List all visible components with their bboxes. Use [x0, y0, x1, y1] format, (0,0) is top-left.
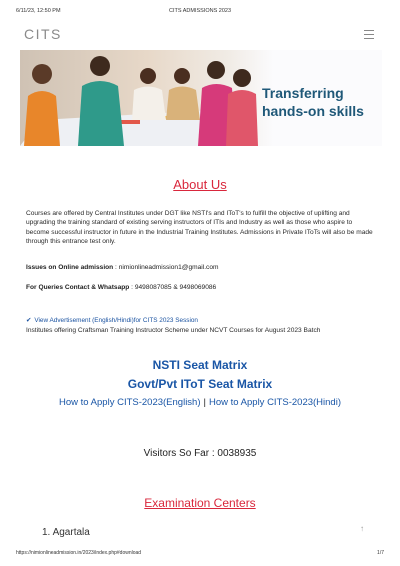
print-page-number: 1/7 [377, 550, 384, 556]
banner-tagline-line1: Transferring [262, 85, 344, 101]
nsti-seat-matrix-link[interactable]: NSTI Seat Matrix [152, 358, 248, 372]
exam-center-item: 1. Agartala [42, 527, 90, 538]
hero-banner [20, 50, 382, 146]
how-to-apply-hindi-link[interactable]: How to Apply CITS-2023(Hindi) [208, 397, 341, 408]
print-page-title: CITS ADMISSIONS 2023 [168, 8, 232, 14]
banner-tagline-line2: hands-on skills [262, 103, 364, 119]
print-footer [0, 550, 400, 560]
print-datetime: 6/11/23, 12:50 PM [16, 8, 61, 14]
how-to-apply-english-link[interactable]: How to Apply CITS-2023(English) [59, 397, 201, 408]
queries-label: For Queries Contact & Whatsapp [26, 284, 130, 291]
about-us-heading: About Us [173, 177, 227, 192]
hamburger-menu-icon[interactable] [364, 30, 374, 39]
banner-tagline [262, 84, 380, 120]
print-header [0, 8, 400, 18]
navbar [24, 24, 376, 46]
check-icon: ✔ [26, 317, 32, 324]
issues-email: : nimionlineadmission1@gmail.com [113, 264, 219, 271]
issues-contact [26, 264, 219, 271]
how-to-apply-links [0, 397, 400, 408]
brand-logo[interactable]: CITS [24, 26, 62, 42]
advertisement-description: Institutes offering Craftsman Training Instructor Scheme under NCVT Courses for August 2023 Batch [26, 327, 321, 334]
print-url: https://nimionlineadmission.in/2023/index.php#download [16, 550, 142, 556]
issues-label: Issues on Online admission [26, 264, 114, 271]
queries-phone: : 9498087085 & 9498069086 [129, 284, 217, 291]
about-us-text: Courses are offered by Central Institutes under DGT like NSTI's and IToT's to fulfill the objective of uplifting and upgrading the training standard of existing serving instructors of ITIs and Industry as well as those who aspire to become successful instructor in future in the Industrial Training Institutes. Admissions in Private IToTs will also be made through this entrance test only. [26, 210, 373, 246]
queries-contact [26, 284, 216, 291]
visitor-counter: Visitors So Far : 0038935 [143, 448, 257, 459]
links-separator: | [203, 397, 206, 408]
arrow-up-icon[interactable]: ↑ [360, 524, 364, 533]
itot-seat-matrix-link[interactable]: Govt/Pvt IToT Seat Matrix [127, 377, 273, 391]
view-advertisement-link[interactable] [26, 316, 198, 324]
examination-centers-heading: Examination Centers [144, 496, 256, 510]
view-advertisement-label: View Advertisement (English/Hindi)for CITS 2023 Session [34, 317, 198, 324]
